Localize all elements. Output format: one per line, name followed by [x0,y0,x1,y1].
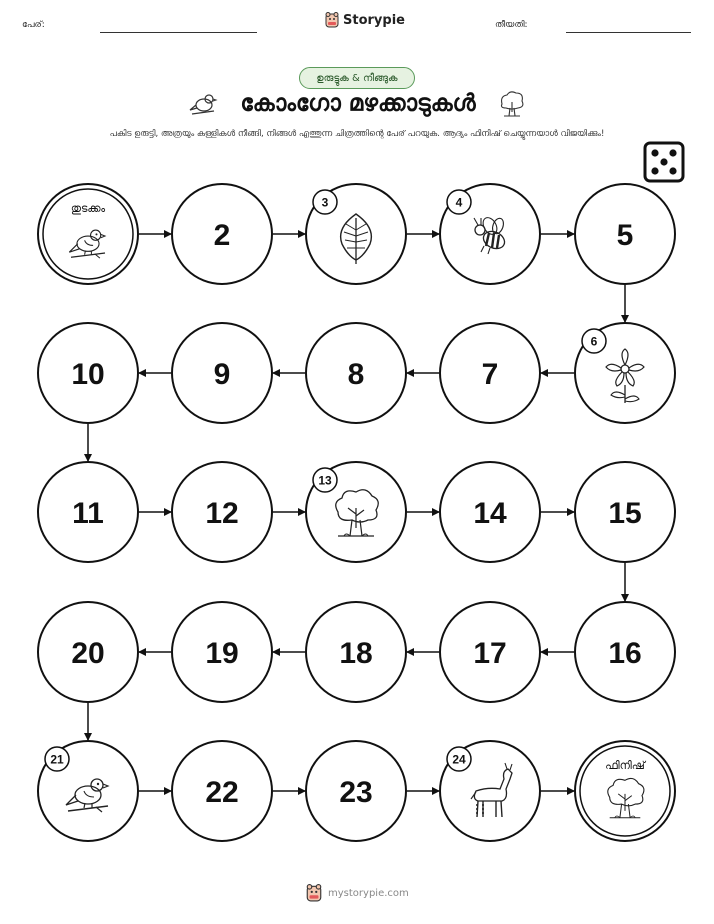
name-label: പേര്: [22,20,45,30]
board-space[interactable] [306,741,406,841]
space-badge-number: 24 [452,752,466,767]
space-badge-number: 21 [50,752,64,767]
board-space[interactable] [38,741,138,841]
board-space[interactable] [440,602,540,702]
space-number: 20 [71,637,105,670]
space-badge-number: 13 [318,473,332,488]
space-number: 8 [347,358,365,391]
space-number: 18 [339,637,373,670]
space-number: 9 [213,358,231,391]
board-space[interactable] [440,184,540,284]
board-spaces [38,184,675,841]
space-number: 19 [205,637,239,670]
board-space[interactable] [575,602,675,702]
space-number: 11 [72,497,104,530]
space-number: 10 [71,358,105,391]
board-space[interactable] [306,462,406,562]
space-number: 12 [205,497,239,530]
start-space[interactable] [38,184,138,284]
board-space[interactable] [38,323,138,423]
board-space[interactable] [440,323,540,423]
board-space[interactable] [172,323,272,423]
board-space[interactable] [38,462,138,562]
date-label: തീയതി: [495,20,528,30]
game-type-badge: ഉരുട്ടുക & നീങ്ങുക [299,67,415,89]
space-badge-number: 6 [590,334,598,349]
board-space[interactable] [172,462,272,562]
space-number: 17 [473,637,507,670]
board-space[interactable] [575,184,675,284]
space-number: 16 [608,637,642,670]
space-number: 15 [608,497,642,530]
footer-mascot-icon [306,884,322,902]
space-number: 7 [481,358,499,391]
space-circle [38,184,138,284]
board-space[interactable] [172,741,272,841]
board-space[interactable] [575,462,675,562]
board-space[interactable] [306,184,406,284]
instructions: പകിട ഉരുട്ടി, അത്രയും കള്ളികൾ നീങ്ങി, നിങ്ങൾ എത്തുന്ന ചിത്രത്തിന്റെ പേര് പറയുക. ആദ്യം ഫിനിഷ് ചെയ്യുന്നയാൾ വിജയിക്കും! [109,129,605,139]
space-number: 22 [205,776,239,809]
space-number: 5 [616,219,634,252]
footer-url[interactable]: mystorypie.com [328,887,409,899]
board-space[interactable] [38,602,138,702]
footer [306,884,409,902]
space-number: 2 [213,219,231,252]
space-circle [575,741,675,841]
board-space[interactable] [306,602,406,702]
board-space[interactable] [172,602,272,702]
finish-label: ഫിനിഷ് [605,759,645,772]
board-space[interactable] [440,741,540,841]
brand-name: Storypie [343,12,405,28]
start-label: തുടക്കം [70,202,106,215]
space-number: 23 [339,776,373,809]
finish-space[interactable] [575,741,675,841]
board-space[interactable] [575,323,675,423]
board-space[interactable] [172,184,272,284]
board-space[interactable] [306,323,406,423]
space-badge-number: 3 [321,195,329,210]
title-text: കോംഗോ മഴക്കാടുകൾ [240,90,476,117]
board-space[interactable] [440,462,540,562]
space-number: 14 [473,497,507,530]
space-badge-number: 4 [455,195,463,210]
